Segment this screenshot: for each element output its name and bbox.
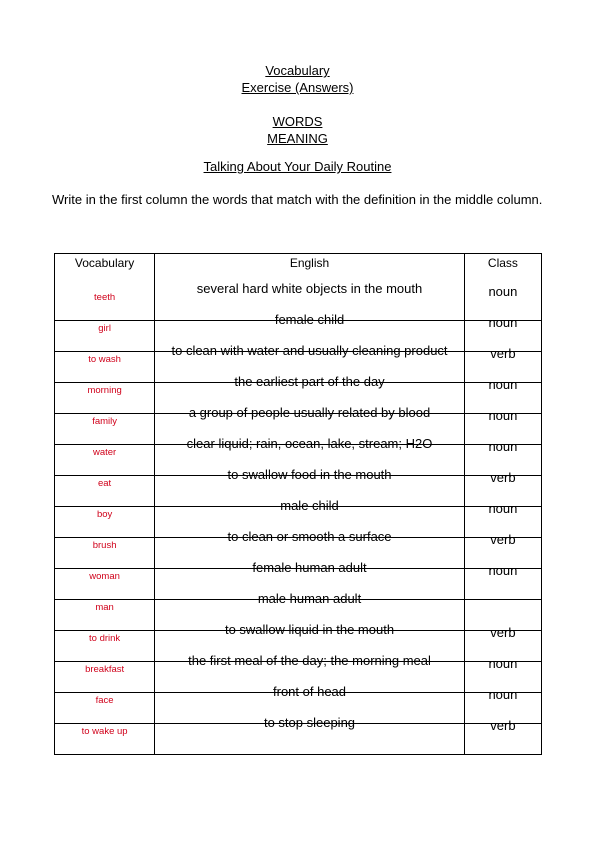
vocabulary-word-cell [55, 538, 155, 569]
title-line-2: Exercise (Answers) [241, 80, 354, 95]
vocabulary-word: boy [96, 509, 113, 520]
table-body [55, 281, 542, 755]
vocabulary-word: water [92, 447, 117, 458]
vocabulary-word: to drink [89, 633, 121, 644]
vocabulary-word-cell [55, 352, 155, 383]
word-class: noun [488, 284, 518, 299]
word-class: noun [488, 687, 518, 702]
vocabulary-word-cell [55, 724, 155, 755]
word-class: noun [488, 439, 518, 454]
vocabulary-table [54, 253, 542, 755]
word-class: verb [490, 346, 516, 361]
table-row [55, 724, 542, 755]
word-class: noun [488, 315, 518, 330]
topic-text: Talking About Your Daily Routine [203, 159, 392, 174]
english-definition: clear liquid; rain, ocean, lake, stream; H2O [186, 436, 433, 451]
vocabulary-word-cell [55, 445, 155, 476]
english-definition: to swallow food in the mouth [227, 467, 392, 482]
word-class: noun [488, 408, 518, 423]
word-class: noun [488, 563, 518, 578]
english-definition: the earliest part of the day [234, 374, 385, 389]
english-definition: front of head [273, 684, 347, 699]
meaning-label: MEANING [267, 131, 328, 146]
english-definition: female child [274, 312, 345, 327]
english-definition: the first meal of the day; the morning meal [188, 653, 431, 668]
vocabulary-word: to wake up [81, 726, 128, 737]
word-class: noun [488, 501, 518, 516]
word-class-cell [464, 718, 541, 755]
vocabulary-word-cell [55, 290, 155, 321]
header-english: English [155, 254, 465, 291]
english-definition-cell [155, 715, 465, 755]
words-meaning-block [0, 113, 595, 147]
english-definition: several hard white objects in the mouth [196, 281, 423, 296]
header-class: Class [464, 254, 541, 291]
english-definition: female human adult [252, 560, 367, 575]
word-class: verb [490, 532, 516, 547]
vocabulary-word: man [95, 602, 114, 613]
word-class-cell [464, 563, 541, 600]
word-class: noun [488, 377, 518, 392]
vocabulary-word: family [92, 416, 117, 427]
title-line-1: Vocabulary [265, 63, 330, 78]
vocabulary-word: to wash [88, 354, 121, 365]
vocabulary-word: eat [97, 478, 112, 489]
word-class: verb [490, 625, 516, 640]
header-vocabulary: Vocabulary [55, 254, 155, 291]
english-definition: to clean with water and usually cleaning product [171, 343, 448, 358]
vocabulary-word: breakfast [85, 664, 125, 675]
vocabulary-word: teeth [94, 292, 116, 303]
vocabulary-word: woman [89, 571, 120, 582]
vocabulary-word: brush [92, 540, 117, 551]
vocabulary-word-cell [55, 631, 155, 662]
vocabulary-word: girl [98, 323, 111, 334]
words-label: WORDS [272, 114, 323, 129]
vocabulary-word: face [95, 695, 114, 706]
vocabulary-word-cell [55, 476, 155, 507]
vocabulary-word-cell [55, 414, 155, 445]
vocabulary-word-cell [55, 507, 155, 538]
topic-heading [0, 158, 595, 175]
vocabulary-word-cell [55, 569, 155, 600]
english-definition: to clean or smooth a surface [227, 529, 392, 544]
vocabulary-word-cell [55, 321, 155, 352]
english-definition: male child [280, 498, 339, 513]
english-definition: to swallow liquid in the mouth [224, 622, 395, 637]
vocabulary-word-cell [55, 600, 155, 631]
english-definition: male human adult [257, 591, 362, 606]
word-class: noun [488, 656, 518, 671]
title-block [0, 62, 595, 96]
word-class: verb [490, 470, 516, 485]
vocabulary-word-cell [55, 662, 155, 693]
vocabulary-word: morning [87, 385, 122, 396]
instructions: Write in the first column the words that match with the definition in the middle column. [52, 192, 543, 207]
english-definition: to stop sleeping [263, 715, 356, 730]
english-definition: a group of people usually related by blood [188, 405, 431, 420]
vocabulary-word-cell [55, 693, 155, 724]
word-class: verb [490, 718, 516, 733]
vocabulary-word-cell [55, 383, 155, 414]
